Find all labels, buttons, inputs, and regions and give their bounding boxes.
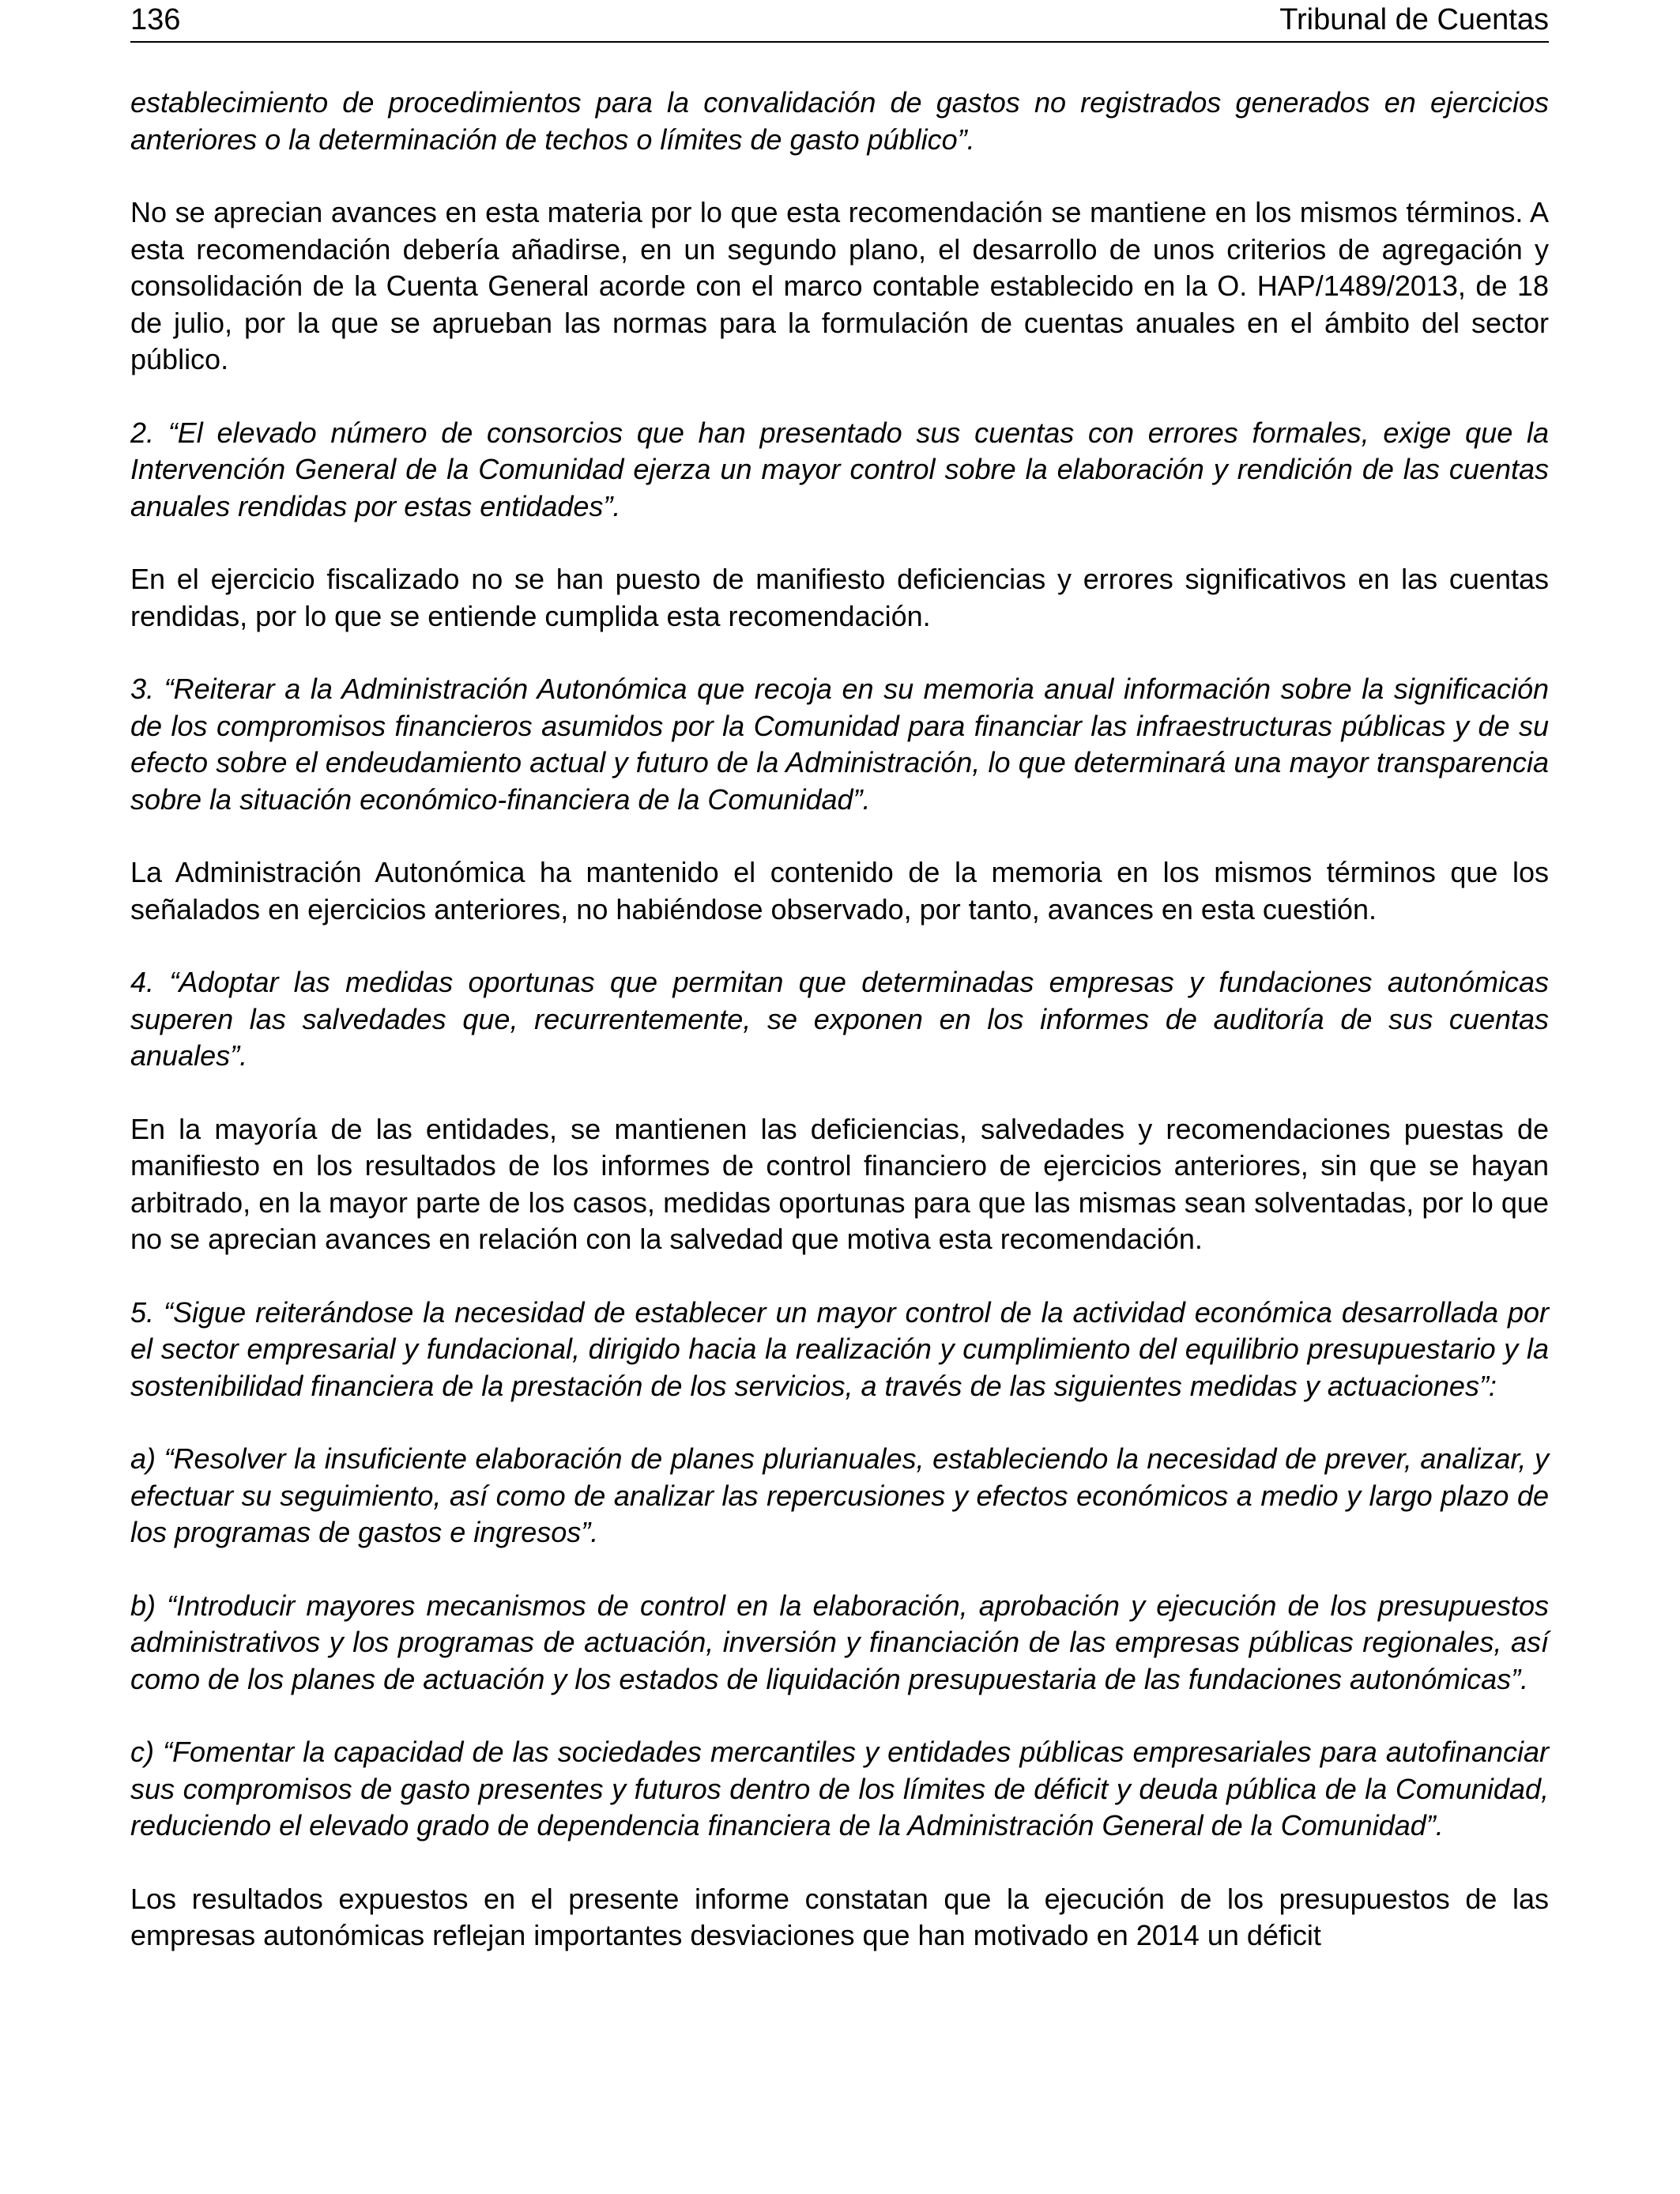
recommendation-2: 2. “El elevado número de consorcios que han presentado sus cuentas con errores formales, exige que la Intervención General de la Comunidad ejerza un mayor control sobre la elaboración y rendición de las cuentas anuales rendidas por estas entidades”. bbox=[130, 416, 1549, 522]
quote-continuation: establecimiento de procedimientos para la convalidación de gastos no registrados generados en ejercicios anteriores o la determinación de techos o límites de gasto público”. bbox=[130, 86, 1549, 156]
body-text bbox=[130, 85, 1549, 1955]
recommendation-3: 3. “Reiterar a la Administración Autonómica que recoja en su memoria anual información sobre la significación de los compromisos financieros asumidos por la Comunidad para financiar las infraestructuras públicas y de su efecto sobre el endeudamiento actual y futuro de la Administración, lo que determinará una mayor transparencia sobre la situación económico-financiera de la Comunidad”. bbox=[130, 673, 1549, 816]
paragraph-4-response: En la mayoría de las entidades, se mantienen las deficiencias, salvedades y recomendaciones puestas de manifiesto en los resultados de los informes de control financiero de ejercicios anteriores, sin que se hayan arbitrado, en la mayor parte de los casos, medidas oportunas para que las mismas sean solventadas, por lo que no se aprecian avances en relación con la salvedad que motiva esta recomendación. bbox=[130, 1112, 1549, 1255]
recommendation-5b: b) “Introducir mayores mecanismos de control en la elaboración, aprobación y ejecución de los presupuestos administrativos y los programas de actuación, inversión y financiación de las empresas públicas regionales, así como de los planes de actuación y los estados de liquidación presupuestaria de las fundaciones autonómicas”. bbox=[130, 1589, 1549, 1695]
page-header bbox=[130, 0, 1549, 43]
running-title: Tribunal de Cuentas bbox=[1279, 3, 1549, 36]
paragraph-1-response: No se aprecian avances en esta materia por lo que esta recomendación se mantiene en los mismos términos. A esta recomendación debería añadirse, en un segundo plano, el desarrollo de unos criterios de agregación y consolidación de la Cuenta General acorde con el marco contable establecido en la O. HAP/1489/2013, de 18 de julio, por la que se aprueban las normas para la formulación de cuentas anuales en el ámbito del sector público. bbox=[130, 196, 1549, 375]
page-number: 136 bbox=[130, 3, 181, 36]
recommendation-5: 5. “Sigue reiterándose la necesidad de establecer un mayor control de la actividad económica desarrollada por el sector empresarial y fundacional, dirigido hacia la realización y cumplimiento del equilibrio presupuestario y la sostenibilidad financiera de la prestación de los servicios, a través de las siguientes medidas y actuaciones”: bbox=[130, 1295, 1549, 1402]
recommendation-4: 4. “Adoptar las medidas oportunas que permitan que determinadas empresas y fundaciones autonómicas superen las salvedades que, recurrentemente, se exponen en los informes de auditoría de sus cuentas anuales”. bbox=[130, 966, 1549, 1072]
recommendation-5a: a) “Resolver la insuficiente elaboración de planes plurianuales, estableciendo la necesidad de prever, analizar, y efectuar su seguimiento, así como de analizar las repercusiones y efectos económicos a medio y largo plazo de los programas de gastos e ingresos”. bbox=[130, 1442, 1549, 1548]
paragraph-3-response: La Administración Autonómica ha mantenido el contenido de la memoria en los mismos términos que los señalados en ejercicios anteriores, no habiéndose observado, por tanto, avances en esta cuestión. bbox=[130, 856, 1549, 925]
paragraph-2-response: En el ejercicio fiscalizado no se han puesto de manifiesto deficiencias y errores significativos en las cuentas rendidas, por lo que se entiende cumplida esta recomendación. bbox=[130, 563, 1549, 632]
recommendation-5c: c) “Fomentar la capacidad de las sociedades mercantiles y entidades públicas empresariales para autofinanciar sus compromisos de gasto presentes y futuros dentro de los límites de déficit y deuda pública de la Comunidad, reduciendo el elevado grado de dependencia financiera de la Administración General de la Comunidad”. bbox=[130, 1736, 1549, 1842]
paragraph-5-response: Los resultados expuestos en el presente informe constatan que la ejecución de los presupuestos de las empresas autonómicas reflejan importantes desviaciones que han motivado en 2014 un déficit bbox=[130, 1882, 1549, 1951]
